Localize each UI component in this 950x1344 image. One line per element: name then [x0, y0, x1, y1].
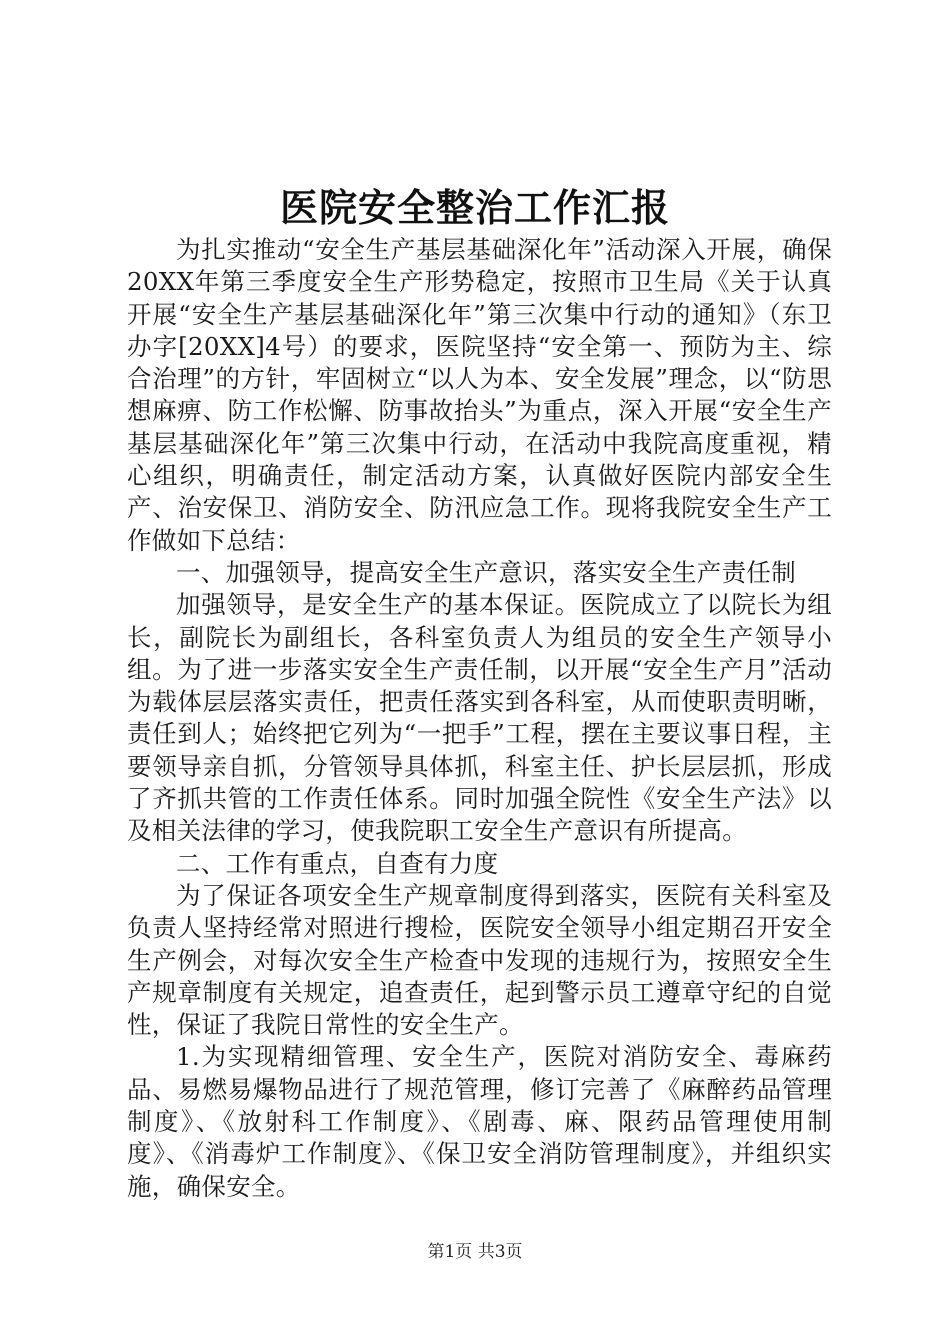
- paragraph-section-2: 为了保证各项安全生产规章制度得到落实，医院有关科室及负责人坚持经常对照进行搜检，医院安全领导小组定期召开安全生产例会，对每次安全生产检查中发现的违规行为，按照安全生产规章制度有关规定，追查责任，起到警示员工遵章守纪的自觉性，保证了我院日常性的安全生产。: [127, 880, 832, 1040]
- document-body: [127, 234, 832, 1203]
- document-title: 医院安全整治工作汇报: [279, 185, 670, 230]
- section-heading-2: 二、工作有重点，自查有力度: [176, 848, 499, 878]
- page-footer: 第1页 共3页: [427, 1242, 523, 1262]
- section-heading-1: 一、加强领导，提高安全生产意识，落实安全生产责任制: [176, 557, 796, 587]
- paragraph-intro: 为扎实推动“安全生产基层基础深化年”活动深入开展，确保20XX年第三季度安全生产形势稳定，按照市卫生局《关于认真开展“安全生产基层基础深化年”第三次集中行动的通知》（东卫办字[20XX]4号）的要求，医院坚持“安全第一、预防为主、综合治理”的方针，牢固树立“以人为本、安全发展”理念，以“防思想麻痹、防工作松懈、防事故抬头”为重点，深入开展“安全生产基层基础深化年”第三次集中行动，在活动中我院高度重视，精心组织，明确责任，制定活动方案，认真做好医院内部安全生产、治安保卫、消防安全、防汛应急工作。现将我院安全生产工作做如下总结：: [127, 235, 832, 555]
- paragraph-item-1: 1.为实现精细管理、安全生产，医院对消防安全、毒麻药品、易燃易爆物品进行了规范管理，修订完善了《麻醉药品管理制度》、《放射科工作制度》、《剧毒、麻、限药品管理使用制度》、《消毒炉工作制度》、《保卫安全消防管理制度》，并组织实施，确保安全。: [127, 1042, 832, 1201]
- paragraph-section-1: 加强领导，是安全生产的基本保证。医院成立了以院长为组长，副院长为副组长，各科室负责人为组员的安全生产领导小组。为了进一步落实安全生产责任制，以开展“安全生产月”活动为载体层层落实责任，把责任落实到各科室，从而使职责明晰，责任到人；始终把它列为“一把手”工程，摆在主要议事日程，主要领导亲自抓，分管领导具体抓，科室主任、护长层层抓，形成了齐抓共管的工作责任体系。同时加强全院性《安全生产法》以及相关法律的学习，使我院职工安全生产意识有所提高。: [127, 590, 832, 846]
